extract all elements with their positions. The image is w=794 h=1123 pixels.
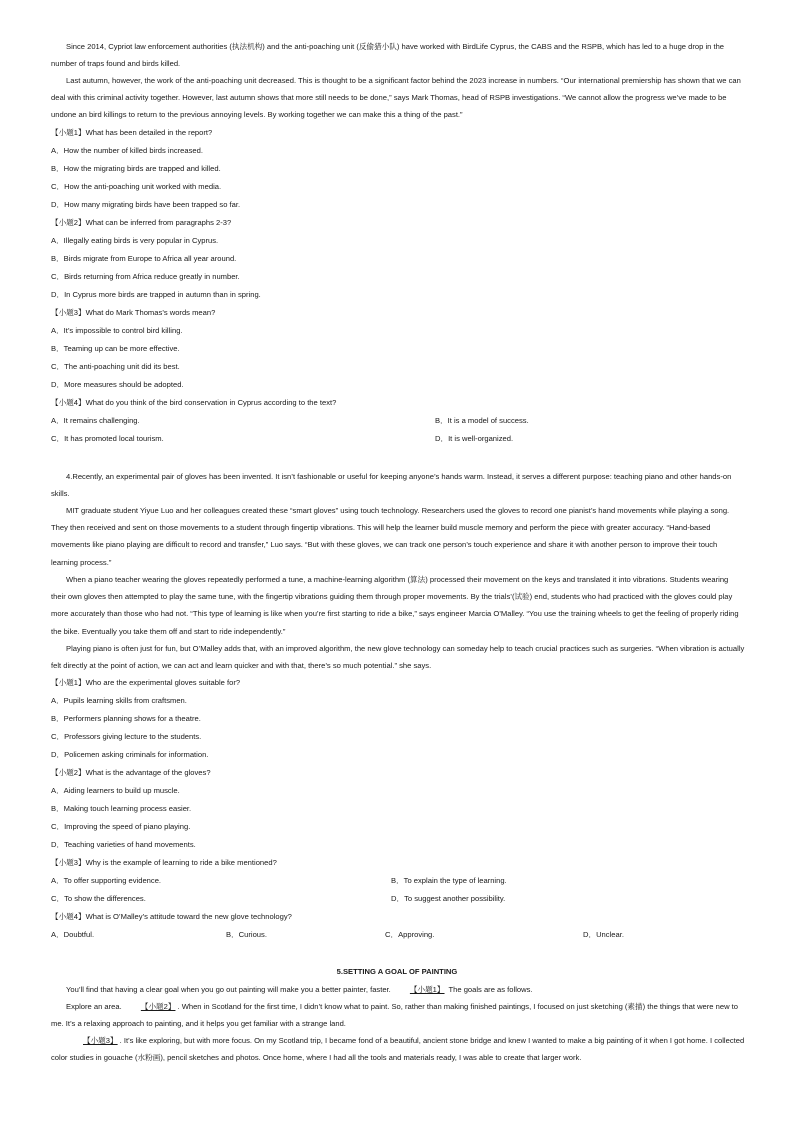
passage4-paragraph-3: When a piano teacher wearing the gloves repeatedly performed a tune, a machine-learning algorithm (算法) processed their movement on the keys and translated it into vibrations. Students wearing their own gloves then attempted to play the same tune, with the fingertip vibrations guiding them through proper movements. By the trials’(试验) end, students who had practiced with the gloves could play more accurately than those who had not. “This type of learning is like when you’re first starting to ride a bike,” says engineer Marcia O’Malley. “You use the training wheels to get the feeling of properly riding the bike. Eventually you take them off and start to ride independently.” bbox=[51, 575, 739, 636]
passage5-blank-1[interactable]: 【小题1】 bbox=[409, 985, 445, 994]
passage4-q1-option-c[interactable]: C．Professors giving lecture to the students. bbox=[51, 732, 202, 741]
passage3-q4-stem: 【小题4】What do you think of the bird conservation in Cyprus according to the text? bbox=[51, 398, 337, 407]
passage3-q1-option-a[interactable]: A．How the number of killed birds increased. bbox=[51, 146, 203, 155]
passage4-paragraph-4: Playing piano is often just for fun, but O’Malley adds that, with an improved algorithm, the new glove technology can someday help to teach crucial practices such as surgeries. “When vibration is actually felt directly at the point of action, we can act and learn quicker and with that, there’s so much potential.” she says. bbox=[51, 644, 745, 671]
passage4-q3-stem: 【小题3】Why is the example of learning to ride a bike mentioned? bbox=[51, 858, 277, 867]
passage4-q2-option-a[interactable]: A．Aiding learners to build up muscle. bbox=[51, 786, 180, 795]
passage4-paragraph-2: MIT graduate student Yiyue Luo and her colleagues created these “smart gloves” using touch technology. Researchers used the gloves to record one pianist’s hand movements while playing a song. They then received and sent on those movements to a student through fingertip vibrations. This will help the learner build muscle memory and perform the piece with greater accuracy. “Hand-based movements like piano playing are difficult to record and transfer,” Luo says. “But with these gloves, we can track one person’s touch experience and share it with another person to improve their touch learning process.” bbox=[51, 506, 730, 567]
passage3-q3-option-c[interactable]: C．The anti-poaching unit did its best. bbox=[51, 362, 180, 371]
passage3-q4-option-c[interactable]: C．It has promoted local tourism. bbox=[51, 434, 164, 443]
passage4-q3-option-c[interactable]: C．To show the differences. bbox=[51, 894, 146, 903]
passage5-paragraph-1 bbox=[51, 981, 745, 998]
passage3-q4-option-d[interactable]: D．It is well-organized. bbox=[435, 434, 514, 443]
passage3-q1-stem: 【小题1】What has been detailed in the report? bbox=[51, 128, 213, 137]
passage3-q3-stem: 【小题3】What do Mark Thomas’s words mean? bbox=[51, 308, 216, 317]
passage4-q1-option-d[interactable]: D．Policemen asking criminals for information. bbox=[51, 750, 209, 759]
passage3-q3-option-b[interactable]: B．Teaming up can be more effective. bbox=[51, 344, 180, 353]
passage3-paragraph-2: Last autumn, however, the work of the anti-poaching unit decreased. This is thought to be a significant factor behind the 2023 increase in numbers. “Our international premiership has shown that we can deal with this criminal activity together. However, last autumn shows that more still needs to be done,” says Mark Thomas, head of RSPB investigations. “We cannot allow the progress we’ve made to be undone an bird killings to return to the previous annoying levels. By working together we can make this a thing of the past.” bbox=[51, 76, 741, 120]
passage3-q2-option-c[interactable]: C．Birds returning from Africa reduce greatly in number. bbox=[51, 272, 240, 281]
passage4-q1-option-a[interactable]: A．Pupils learning skills from craftsmen. bbox=[51, 696, 187, 705]
passage3-q3-option-d[interactable]: D．More measures should be adopted. bbox=[51, 380, 184, 389]
passage3-q1-option-c[interactable]: C．How the anti-poaching unit worked with media. bbox=[51, 182, 222, 191]
passage5-p3-after: . It’s like exploring, but with more focus. On my Scotland trip, I became fond of a beautiful, ancient stone bridge and knew I wanted to make a big painting of it when I got home. I collected color studies in gouache (水粉画), pencil sketches and photos. Once home, where I had all the tools and materials ready, I was able to create that larger work. bbox=[51, 1036, 745, 1063]
passage4-q2-option-b[interactable]: B．Making touch learning process easier. bbox=[51, 804, 192, 813]
passage3-q1-option-b[interactable]: B．How the migrating birds are trapped and killed. bbox=[51, 164, 221, 173]
passage3-q2-option-a[interactable]: A．Illegally eating birds is very popular in Cyprus. bbox=[51, 236, 219, 245]
passage4-q2-stem: 【小题2】What is the advantage of the gloves? bbox=[51, 768, 211, 777]
passage5-blank-3[interactable]: 【小题3】 bbox=[83, 1036, 118, 1045]
passage5-paragraph-2 bbox=[51, 998, 745, 1032]
passage4-q4-option-d[interactable]: D．Unclear. bbox=[583, 930, 624, 939]
passage4-q4-stem: 【小题4】What is O’Malley’s attitude toward the new glove technology? bbox=[51, 912, 292, 921]
passage3-q4-option-a[interactable]: A．It remains challenging. bbox=[51, 416, 140, 425]
passage4-q2-option-c[interactable]: C．Improving the speed of piano playing. bbox=[51, 822, 191, 831]
passage5-p2-before: Explore an area. bbox=[66, 1002, 122, 1011]
passage5-title: 5.SETTING A GOAL OF PAINTING bbox=[336, 967, 458, 976]
passage3-q1-option-d[interactable]: D．How many migrating birds have been trapped so far. bbox=[51, 200, 241, 209]
passage5-p1-after: The goals are as follows. bbox=[448, 985, 533, 994]
passage4-q3-option-b[interactable]: B．To explain the type of learning. bbox=[391, 876, 507, 885]
passage3-q3-option-a[interactable]: A．It’s impossible to control bird killing. bbox=[51, 326, 183, 335]
passage4-q1-option-b[interactable]: B．Performers planning shows for a theatre. bbox=[51, 714, 201, 723]
passage4-q3-option-a[interactable]: A．To offer supporting evidence. bbox=[51, 876, 162, 885]
passage3-q2-option-d[interactable]: D．In Cyprus more birds are trapped in autumn than in spring. bbox=[51, 290, 261, 299]
passage5-p2-after: . When in Scotland for the first time, I didn’t know what to paint. So, rather than making finished paintings, I focused on just sketching (素描) the things that were new to me. It’s a relaxing approach to painting, and it helps you get familiar with a strange land. bbox=[51, 1002, 739, 1029]
passage5-p1-before: You’ll find that having a clear goal when you go out painting will make you a better painter, faster. bbox=[66, 985, 391, 994]
passage4-q2-option-d[interactable]: D．Teaching varieties of hand movements. bbox=[51, 840, 196, 849]
passage5-blank-2[interactable]: 【小题2】 bbox=[140, 1002, 176, 1011]
passage4-q4-option-b[interactable]: B．Curious. bbox=[226, 930, 267, 939]
passage4-paragraph-1: 4.Recently, an experimental pair of gloves has been invented. It isn’t fashionable or useful for keeping anyone’s hands warm. Instead, it serves a different purpose: teaching piano and other hands-on skills. bbox=[51, 472, 732, 499]
passage4-q1-stem: 【小题1】Who are the experimental gloves suitable for? bbox=[51, 678, 241, 687]
passage3-paragraph-1: Since 2014, Cypriot law enforcement authorities (执法机构) and the anti-poaching unit (反偷猎小队) have worked with BirdLife Cyprus, the CABS and the RSPB, which has led to a huge drop in the number of traps found and birds killed. bbox=[51, 42, 725, 69]
passage5-paragraph-3 bbox=[51, 1032, 745, 1066]
passage3-q2-option-b[interactable]: B．Birds migrate from Europe to Africa all year around. bbox=[51, 254, 237, 263]
passage4-q4-option-a[interactable]: A．Doubtful. bbox=[51, 930, 95, 939]
passage3-q4-option-b[interactable]: B．It is a model of success. bbox=[435, 416, 529, 425]
passage4-q3-option-d[interactable]: D．To suggest another possibility. bbox=[391, 894, 506, 903]
passage4-q4-option-c[interactable]: C．Approving. bbox=[385, 930, 435, 939]
passage3-q2-stem: 【小题2】What can be inferred from paragraphs 2-3? bbox=[51, 218, 232, 227]
